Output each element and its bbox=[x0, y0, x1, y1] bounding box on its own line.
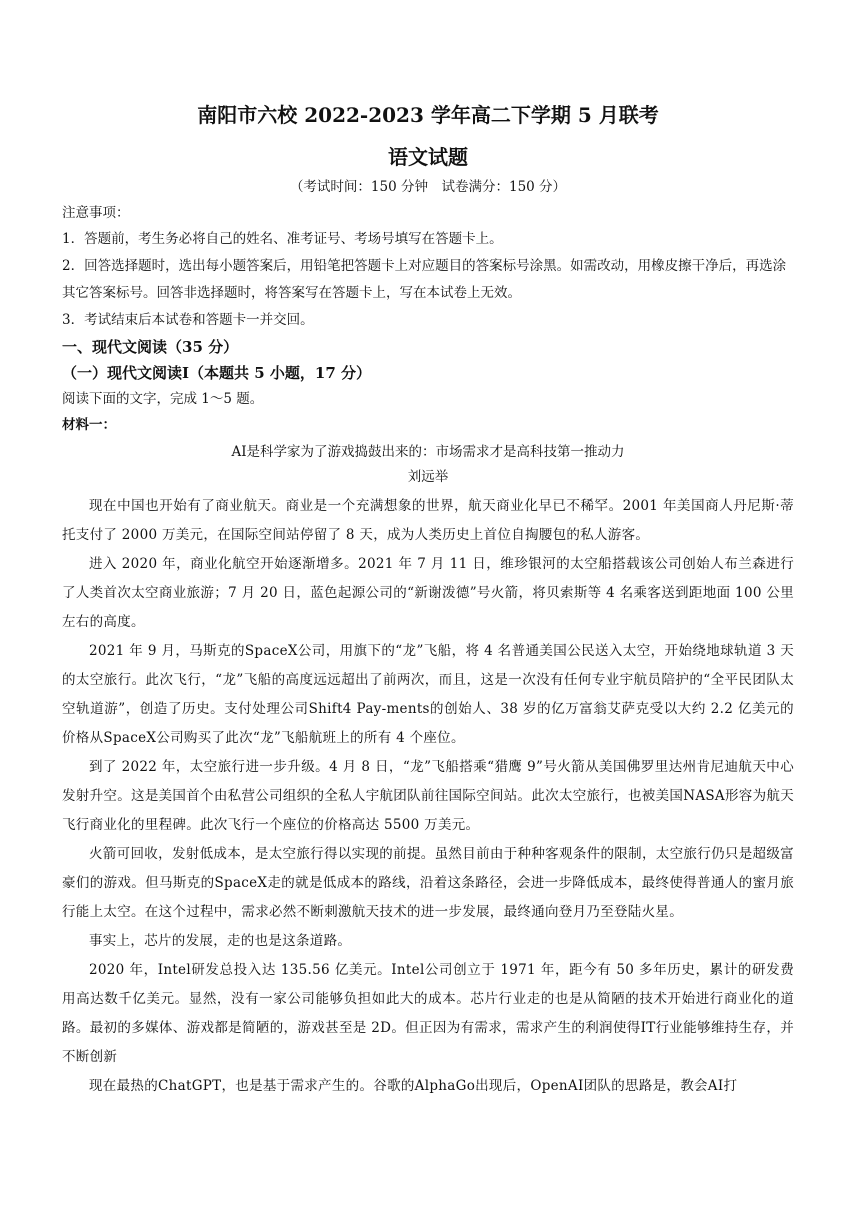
article-author: 刘远举 bbox=[407, 469, 449, 485]
article bbox=[62, 440, 794, 1101]
article-paragraph: 事实上，芯片的发展，走的也是这条道路。 bbox=[89, 933, 352, 949]
article-paragraph: 2021 年 9 月，马斯克的SpaceX公司，用旗下的“龙”飞船，将 4 名普通美国公民送入太空，开始绕地球轨道 3 天的太空旅行。此次飞行，“龙”飞船的高度远远超出了前两次，而且，这是一次没有任何专业宇航员陪护的“全平民团队太空轨道游”，创造了历史。支付处理公司Shift4 Pay-ments的创始人、38 岁的亿万富翁艾萨克受以大约 2.2 亿美元的价格从SpaceX公司购买了此次“龙”飞船航班上的所有 4 个座位。 bbox=[62, 643, 794, 746]
exam-title: 南阳市六校 2022-2023 学年高二下学期 5 月联考 bbox=[197, 103, 659, 127]
exam-subtitle: 语文试题 bbox=[388, 145, 468, 169]
notice-item: 2．回答选择题时，选出每小题答案后，用铅笔把答题卡上对应题目的答案标号涂黑。如需改动，用橡皮擦干净后，再选涂其它答案标号。回答非选择题时，将答案写在答题卡上，写在本试卷上无效。 bbox=[62, 258, 787, 301]
article-paragraph: 现在最热的ChatGPT，也是基于需求产生的。谷歌的AlphaGo出现后，OpenAI团队的思路是，教会AI打 bbox=[89, 1078, 738, 1094]
section-heading: 一、现代文阅读（35 分） bbox=[62, 338, 239, 356]
article-title: AI是科学家为了游戏捣鼓出来的：市场需求才是高科技第一推动力 bbox=[231, 444, 625, 460]
article-paragraph: 到了 2022 年，太空旅行进一步升级。4 月 8 日，“龙”飞船搭乘“猎鹰 9”号火箭从美国佛罗里达州肯尼迪航天中心发射升空。这是美国首个由私营公司组织的全私人宇航团队前往国际空间站。此次太空旅行，也被美国NASA形容为航天飞行商业化的里程碑。此次飞行一个座位的价格高达 5500 万美元。 bbox=[62, 759, 794, 833]
notice-heading: 注意事项： bbox=[62, 205, 130, 221]
reading-instruction: 阅读下面的文字，完成 1～5 题。 bbox=[62, 391, 264, 407]
exam-info: （考试时间：150 分钟 试卷满分：150 分） bbox=[289, 179, 567, 195]
notice-item: 3．考试结束后本试卷和答题卡一并交回。 bbox=[62, 312, 314, 328]
article-paragraph: 现在中国也开始有了商业航天。商业是一个充满想象的世界，航天商业化早已不稀罕。2001 年美国商人丹尼斯·蒂托支付了 2000 万美元，在国际空间站停留了 8 天，成为人类历史上首位自掏腰包的私人游客。 bbox=[62, 498, 794, 543]
article-paragraph: 火箭可回收，发射低成本，是太空旅行得以实现的前提。虽然目前由于种种客观条件的限制，太空旅行仍只是超级富豪们的游戏。但马斯克的SpaceX走的就是低成本的路线，沿着这条路径，会进一步降低成本，最终使得普通人的蜜月旅行能上太空。在这个过程中，需求必然不断刺激航天技术的进一步发展，最终通向登月乃至登陆火星。 bbox=[62, 846, 794, 920]
exam-page bbox=[62, 100, 794, 1101]
notice-block bbox=[62, 200, 794, 334]
article-paragraph: 进入 2020 年，商业化航空开始逐渐增多。2021 年 7 月 11 日，维珍银河的太空船搭载该公司创始人布兰森进行了人类首次太空商业旅游；7 月 20 日，蓝色起源公司的“新谢泼德”号火箭，将贝索斯等 4 名乘客送到距地面 100 公里左右的高度。 bbox=[62, 556, 794, 630]
material-label: 材料一： bbox=[62, 417, 116, 433]
article-paragraph: 2020 年，Intel研发总投入达 135.56 亿美元。Intel公司创立于 1971 年，距今有 50 多年历史，累计的研发费用高达数千亿美元。显然，没有一家公司能够负担如此大的成本。芯片行业走的也是从简陋的技术开始进行商业化的道路。最初的多媒体、游戏都是简陋的，游戏甚至是 2D。但正因为有需求，需求产生的利润使得IT行业能够维持生存，并不断创新 bbox=[62, 962, 794, 1065]
subsection-heading: （一）现代文阅读I（本题共 5 小题，17 分） bbox=[62, 364, 371, 382]
notice-item: 1．答题前，考生务必将自己的姓名、准考证号、考场号填写在答题卡上。 bbox=[62, 231, 503, 247]
